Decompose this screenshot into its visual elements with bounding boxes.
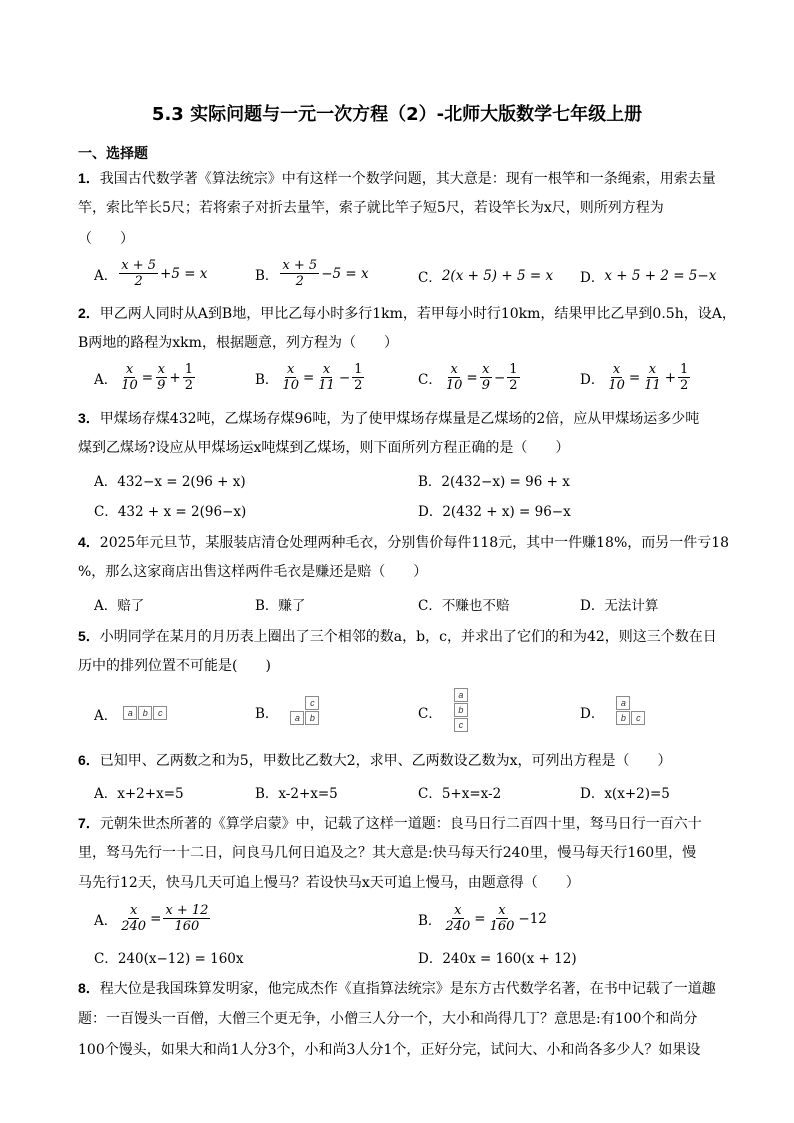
q1-text-1: 我国古代数学著《算法统宗》中有这样一个数学问题，其大意是：现有一根竿和一条绳索，用索去量 [99,171,716,187]
q3-option-c[interactable]: C．432 + x = 2(96−x) [94,504,247,520]
q4-text-1: 2025年元旦节，某服装店清仓处理两种毛衣，分别售价每件118元，其中一件赚18%，而另一件亏18 [99,535,730,551]
q6-option-c[interactable]: C．5+x=x-2 [418,786,502,802]
q2-option-b[interactable] [255,362,366,393]
calendar-cells-horizontal [123,706,171,722]
equals-sign: = [150,910,162,927]
q5-option-a[interactable] [94,704,171,724]
q7-option-d[interactable]: D．240x = 160(x + 12) [418,951,577,967]
fraction [183,362,195,393]
numerator: x [125,362,134,377]
q3-number: 3． [78,410,100,426]
denominator: 160 [174,919,200,934]
option-text: 2(x + 5) + 5 = x [441,268,554,284]
option-label: A． [94,912,118,929]
numerator: x [482,362,490,377]
cell-b: b [616,711,630,725]
q7-option-b[interactable] [418,903,547,934]
option-label: A． [94,267,118,284]
q2-option-a[interactable] [94,362,197,393]
cell-a: a [616,696,630,710]
fraction [443,903,472,934]
q4-line-2: %，那么这家商店出售这样两件毛衣是赚还是赔（ ） [78,564,428,580]
q3-option-a[interactable]: A．432−x = 2(96 + x) [94,474,246,490]
fraction [352,362,364,393]
numerator: 1 [680,362,689,377]
section-heading: 一、选择题 [78,146,148,162]
option-label: B． [255,706,279,722]
denominator: 10 [121,378,138,393]
q3-line-2: 煤到乙煤场?设应从甲煤场运x吨煤到乙煤场，则下面所列方程正确的是（ ） [78,440,570,456]
q2-text-1: 甲乙两人同时从A到B地，甲比乙每小时多行1km，若甲每小时行10km，结果甲比乙早到0.5h，设A， [99,306,736,322]
denominator: 2 [184,378,193,393]
q7-line-3: 马先行12天，快马几天可追上慢马？若设快马x天可追上慢马，由题意得（ ） [78,875,580,891]
fraction [480,362,492,393]
option-label: A． [94,371,118,388]
q6-line-1 [78,750,672,771]
q4-option-c[interactable]: C．不赚也不赔 [418,598,510,614]
q1-option-a[interactable] [94,258,207,289]
numerator: x [612,362,621,377]
option-label: B． [418,912,442,929]
q3-option-d[interactable]: D．2(432 + x) = 96−x [418,504,571,520]
q7-option-a[interactable] [94,903,212,934]
q7-number: 7． [78,815,100,831]
option-label: D． [580,371,605,388]
q5-line-1 [78,626,717,647]
operator: = [141,369,154,386]
q7-line-1 [78,813,702,834]
q8-number: 8． [78,980,100,996]
q7-line-2: 里，驽马先行一十二日，问良马几何日追及之？其大意是:快马每天行240里，慢马每天行160里，慢 [78,845,697,861]
page-title: 5.3 实际问题与一元一次方程（2）-北师大版数学七年级上册 [151,104,643,125]
fraction [678,362,690,393]
numerator: x [454,903,462,918]
denominator: 240 [445,919,471,934]
denominator: 10 [445,378,463,393]
fraction [163,903,210,934]
fraction [119,903,148,934]
denominator: 10 [608,378,625,393]
fraction [316,362,337,393]
option-label: D． [580,270,605,286]
cell-c: c [153,706,167,720]
equals-sign: = [474,910,486,927]
option-label: B． [255,371,279,388]
option-label: D． [580,706,605,722]
operator: = [302,369,315,386]
option-label: C． [418,706,442,722]
q6-text-1: 已知甲、乙两数之和为5，甲数比乙数大2，求甲、乙两数设乙数为x，可列出方程是（ ） [99,753,672,769]
operator: = [466,369,478,386]
fraction [606,362,627,393]
q5-option-d[interactable] [580,696,650,728]
operator: + [169,369,181,386]
option-label: C． [418,270,442,286]
fraction [444,362,465,393]
q1-number: 1． [78,170,100,186]
q8-line-1 [78,978,716,999]
numerator: x [129,903,138,918]
denominator: 9 [157,378,166,393]
fraction [155,362,167,393]
numerator: x [322,362,331,377]
q5-text-1: 小明同学在某月的月历表上圈出了三个相邻的数a，b，c，并求出了它们的和为42，则这三个数在日 [99,629,717,645]
numerator: x [287,362,295,377]
q4-number: 4． [78,534,100,550]
cell-c: c [454,718,468,732]
numerator: 1 [509,362,518,377]
option-rest: −5 = x [321,265,369,282]
numerator: 1 [354,362,363,377]
cell-b: b [305,711,319,725]
q1-line-2: 竿，索比竿长5尺；若将索子对折去量竿，索子就比竿子短5尺，若设竿长为x尺，则所列方程为 [78,200,664,216]
cell-b: b [454,703,468,717]
q7-option-c[interactable]: C．240(x−12) = 160x [94,951,244,967]
numerator: x [157,362,165,377]
q8-text-1: 程大位是我国珠算发明家，他完成杰作《直指算法统宗》是东方古代数学名著，在书中记载了一道趣 [99,981,716,997]
cell-a: a [290,711,304,725]
q4-line-1 [78,532,729,553]
denominator: 160 [489,919,515,934]
numerator: x + 5 [121,258,157,273]
q5-option-b[interactable] [255,696,324,728]
option-label: B． [255,267,279,284]
operator: = [628,369,641,386]
option-rest: +5 = x [160,265,208,282]
denominator: 2 [509,378,518,393]
fraction [642,362,663,393]
q6-option-b[interactable]: B．x-2+x=5 [255,786,338,802]
q5-line-2: 历中的排列位置不可能是( ) [78,658,271,674]
fraction [119,258,158,289]
q1-option-c[interactable] [418,266,553,286]
denominator: 11 [318,378,335,393]
q5-option-c[interactable] [418,688,472,736]
q2-option-d[interactable] [580,362,692,393]
numerator: x + 12 [165,903,209,918]
denominator: 10 [282,378,299,393]
q1-option-d[interactable] [580,266,716,286]
q1-line-1 [78,168,716,189]
numerator: 1 [184,362,193,377]
fraction [507,362,519,393]
cell-a: a [123,706,137,720]
q2-line-2: B两地的路程为xkm，根据题意，列方程为（ ） [78,335,398,351]
numerator: x + 5 [282,258,318,273]
q1-line-3: （ ） [78,231,134,247]
fraction [488,903,517,934]
denominator: 2 [354,378,363,393]
denominator: 9 [481,378,490,393]
option-text: x + 5 + 2 = 5−x [604,268,717,284]
fraction [280,258,319,289]
calendar-cells-l-shape [616,696,650,728]
option-label: C． [418,371,442,388]
calendar-cells-l-shape [290,696,324,728]
numerator: x [498,903,506,918]
cell-a: a [454,688,468,702]
q3-text-1: 甲煤场存煤432吨，乙煤场存煤96吨，为了使甲煤场存煤量是乙煤场的2倍，应从甲煤场运多少吨 [99,411,700,427]
calendar-cells-vertical [454,688,472,736]
denominator: 2 [680,378,689,393]
cell-c: c [631,711,645,725]
q8-line-3: 100个馒头，如果大和尚1人分3个，小和尚3人分1个，正好分完，试问大、小和尚各多少人？如果设 [78,1042,701,1058]
q4-option-b[interactable]: B．赚了 [255,598,306,614]
denominator: 2 [295,274,304,289]
q1-option-b[interactable] [255,258,369,289]
q4-option-d[interactable]: D．无法计算 [580,598,659,614]
numerator: x [648,362,657,377]
q4-option-a[interactable]: A．赔了 [94,598,145,614]
operator: − [493,369,506,386]
numerator: x [450,362,458,377]
fraction [280,362,301,393]
cell-b: b [138,706,152,720]
q2-line-1 [78,303,736,324]
option-rest: −12 [518,910,547,927]
denominator: 240 [121,919,147,934]
operator: + [664,369,677,386]
q2-option-c[interactable] [418,362,522,393]
denominator: 11 [644,378,661,393]
option-label: A． [94,708,118,724]
operator: − [338,369,351,386]
q8-line-2: 题：一百馒头一百僧，大僧三个更无争，小僧三人分一个，大小和尚得几丁？意思是:有100个和尚分 [78,1011,698,1027]
q3-option-b[interactable]: B．2(432−x) = 96 + x [418,474,570,490]
q6-option-d[interactable]: D．x(x+2)=5 [580,786,670,802]
fraction [119,362,140,393]
q6-option-a[interactable]: A．x+2+x=5 [94,786,184,802]
cell-c: c [305,696,319,710]
q7-text-1: 元朝朱世杰所著的《算学启蒙》中，记载了这样一道题：良马日行二百四十里，驽马日行一百六十 [99,816,702,832]
denominator: 2 [134,274,143,289]
q3-line-1 [78,408,699,429]
q5-number: 5． [78,628,100,644]
q6-number: 6． [78,752,100,768]
q2-number: 2． [78,305,100,321]
